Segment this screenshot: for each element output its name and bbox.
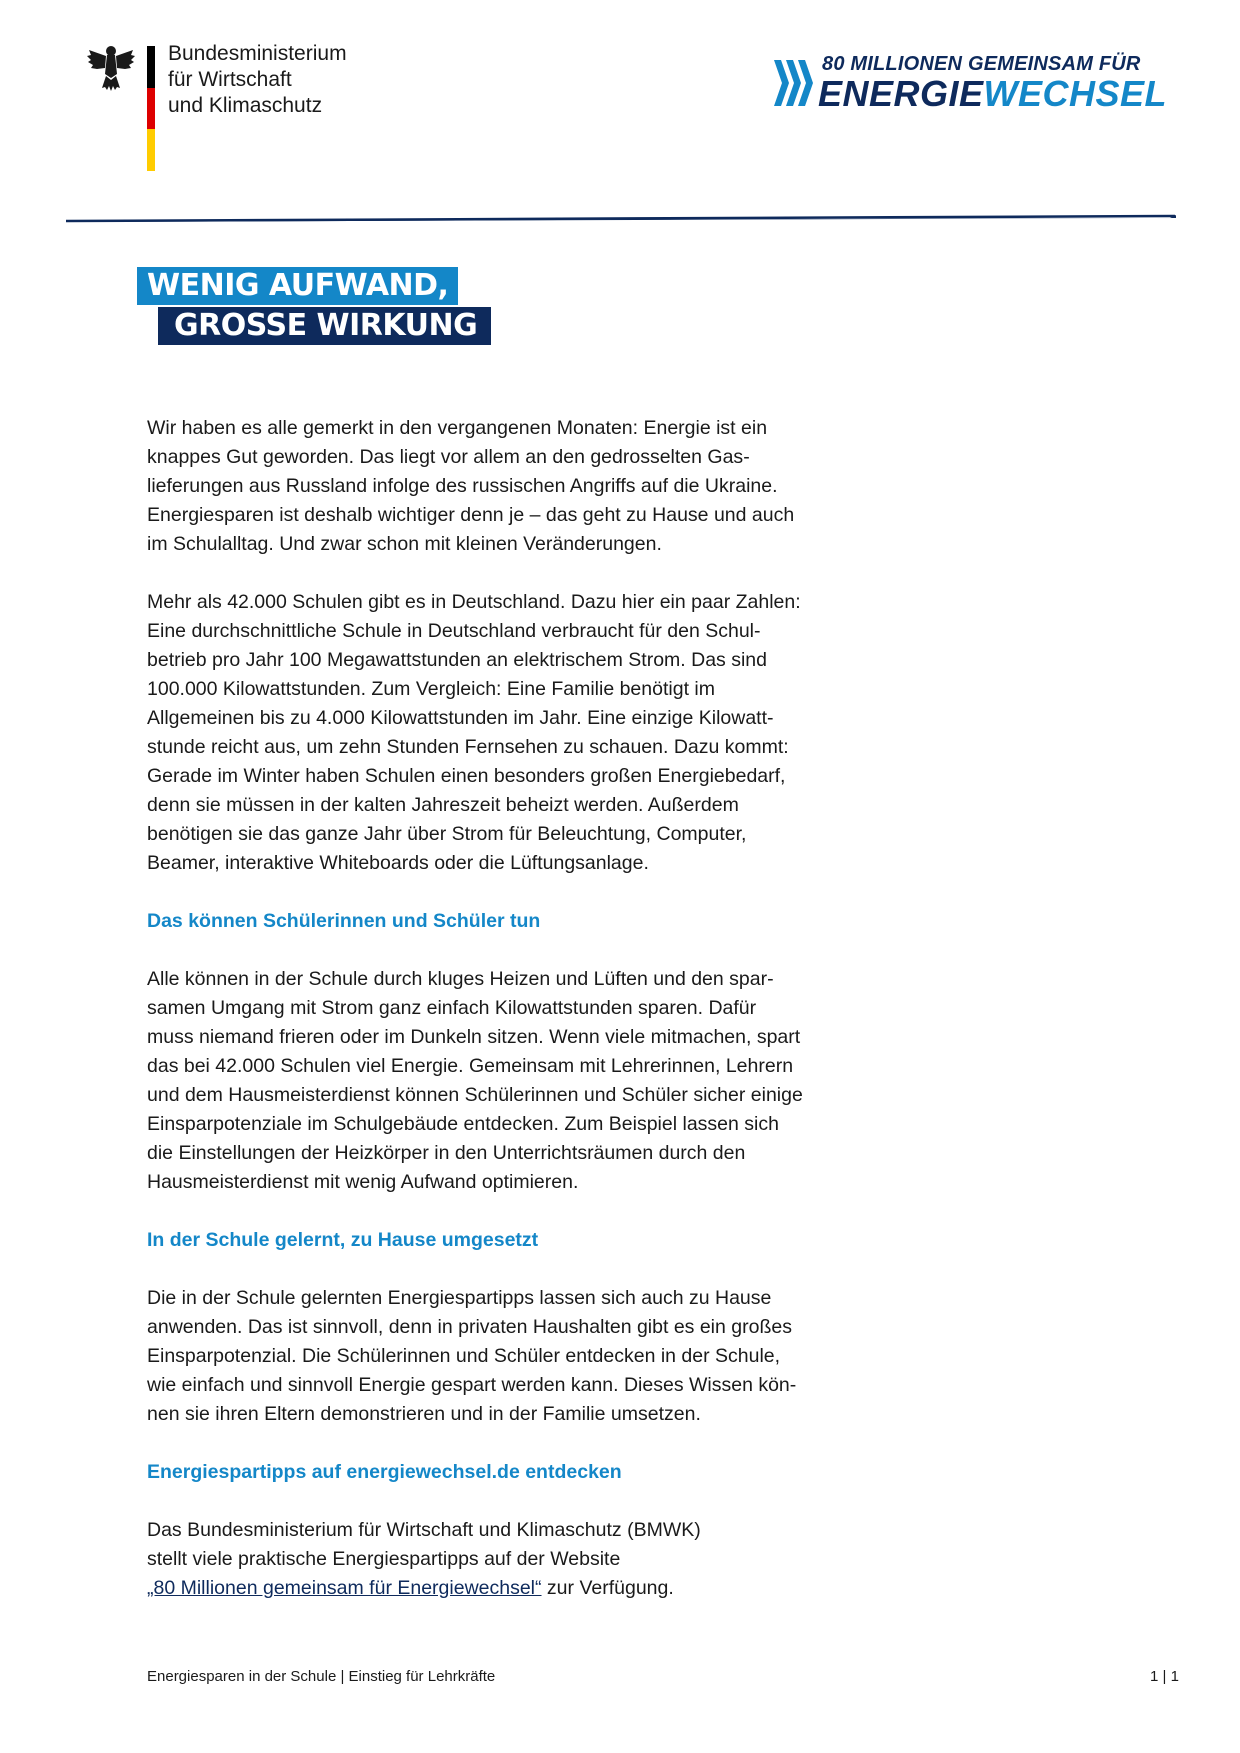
section-heading-tips: Energiespartipps auf energiewechsel.de entdecken [147, 1461, 622, 1483]
paragraph-numbers: Mehr als 42.000 Schulen gibt es in Deutschland. Dazu hier ein paar Zahlen: Eine durchschnittliche Schule in Deutschland verbraucht für den Schulbetrieb pro Jahr 100 Megawattstunden an elektrischem Strom. Das sind 100.000 Kilowattstunden. Zum Vergleich: Eine Familie benötigt im Allgemeinen bis zu 4.000 Kilowattstunden im Jahr. Eine einzige Kilowattstunde reicht aus, um zehn Stunden Fernsehen zu schauen. Dazu kommt: Gerade im Winter haben Schulen einen besonders großen Energiebedarf, denn sie müssen in der kalten Jahreszeit beheizt werden. Außerdem benötigen sie das ganze Jahr über Strom für Beleuchtung, Computer, Beamer, interaktive Whiteboards oder die Lüftungsanlage. [147, 591, 801, 874]
ministry-name-line2: für Wirtschaft [168, 68, 292, 91]
campaign-wordmark-part2: WECHSEL [983, 73, 1168, 114]
footer-page-number: 1 | 1 [1150, 1668, 1179, 1685]
campaign-wordmark-part1: ENERGIE [818, 73, 984, 114]
title-badge-line1: WENIG AUFWAND, [137, 267, 458, 305]
title-badge-line2: GROSSE WIRKUNG [158, 307, 491, 345]
ministry-name-line1: Bundesministerium [168, 42, 347, 65]
paragraph-students: Alle können in der Schule durch kluges Heizen und Lüften und den sparsamen Umgang mit Strom ganz einfach Kilowattstunden sparen. Dafür muss niemand frieren oder im Dunkeln sitzen. Wenn viele mitmachen, spart das bei 42.000 Schulen viel Energie. Gemeinsam mit Lehrerinnen, Lehrern und dem Hausmeisterdienst können Schülerinnen und Schüler sicher einige Einsparpotenziale im Schulgebäude entdecken. Zum Beispiel lassen sich die Einstellungen der Heizkörper in den Unterrichtsräumen durch den Hausmeisterdienst mit wenig Aufwand optimieren. [147, 968, 803, 1193]
campaign-chevrons-icon [772, 58, 816, 108]
section-heading-students: Das können Schülerinnen und Schüler tun [147, 910, 541, 932]
campaign-tagline: 80 MILLIONEN GEMEINSAM FÜR [822, 53, 1141, 75]
federal-eagle-icon [85, 42, 137, 94]
document-body [147, 414, 807, 1603]
ministry-name [168, 41, 347, 119]
paragraph-home: Die in der Schule gelernten Energiespartipps lassen sich auch zu Hause anwenden. Das ist sinnvoll, denn in privaten Haushalten gibt es ein großes Einsparpotenzial. Die Schülerinnen und Schüler entdecken in der Schule, wie einfach und sinnvoll Energie gespart werden kann. Dieses Wissen können sie ihren Eltern demonstrieren und in der Familie umsetzen. [147, 1287, 797, 1425]
paragraph-intro: Wir haben es alle gemerkt in den vergangenen Monaten: Energie ist ein knappes Gut geworden. Das liegt vor allem an den gedrosselten Gaslieferungen aus Russland infolge des russischen Angriffs auf die Ukraine. Energiesparen ist deshalb wichtiger denn je – das geht zu Hause und auch im Schulalltag. Und zwar schon mit kleinen Veränderungen. [147, 417, 795, 555]
paragraph-tips [147, 1516, 807, 1603]
section-heading-home: In der Schule gelernt, zu Hause umgesetzt [147, 1229, 539, 1251]
german-flag-bar [147, 46, 155, 171]
footer-document-title: Energiesparen in der Schule | Einstieg für Lehrkräfte [147, 1668, 496, 1685]
ministry-name-line3: und Klimaschutz [168, 94, 323, 117]
energiewechsel-link[interactable]: „80 Millionen gemeinsam für Energiewechsel“ [147, 1577, 542, 1599]
tips-line1: Das Bundesministerium für Wirtschaft und Klimaschutz (BMWK) [147, 1519, 701, 1541]
tips-line3-end: zur Verfügung. [541, 1577, 674, 1599]
header-divider [0, 205, 1240, 225]
campaign-wordmark [818, 73, 1167, 115]
tips-line2: stellt viele praktische Energiespartipps auf der Website [147, 1548, 621, 1570]
